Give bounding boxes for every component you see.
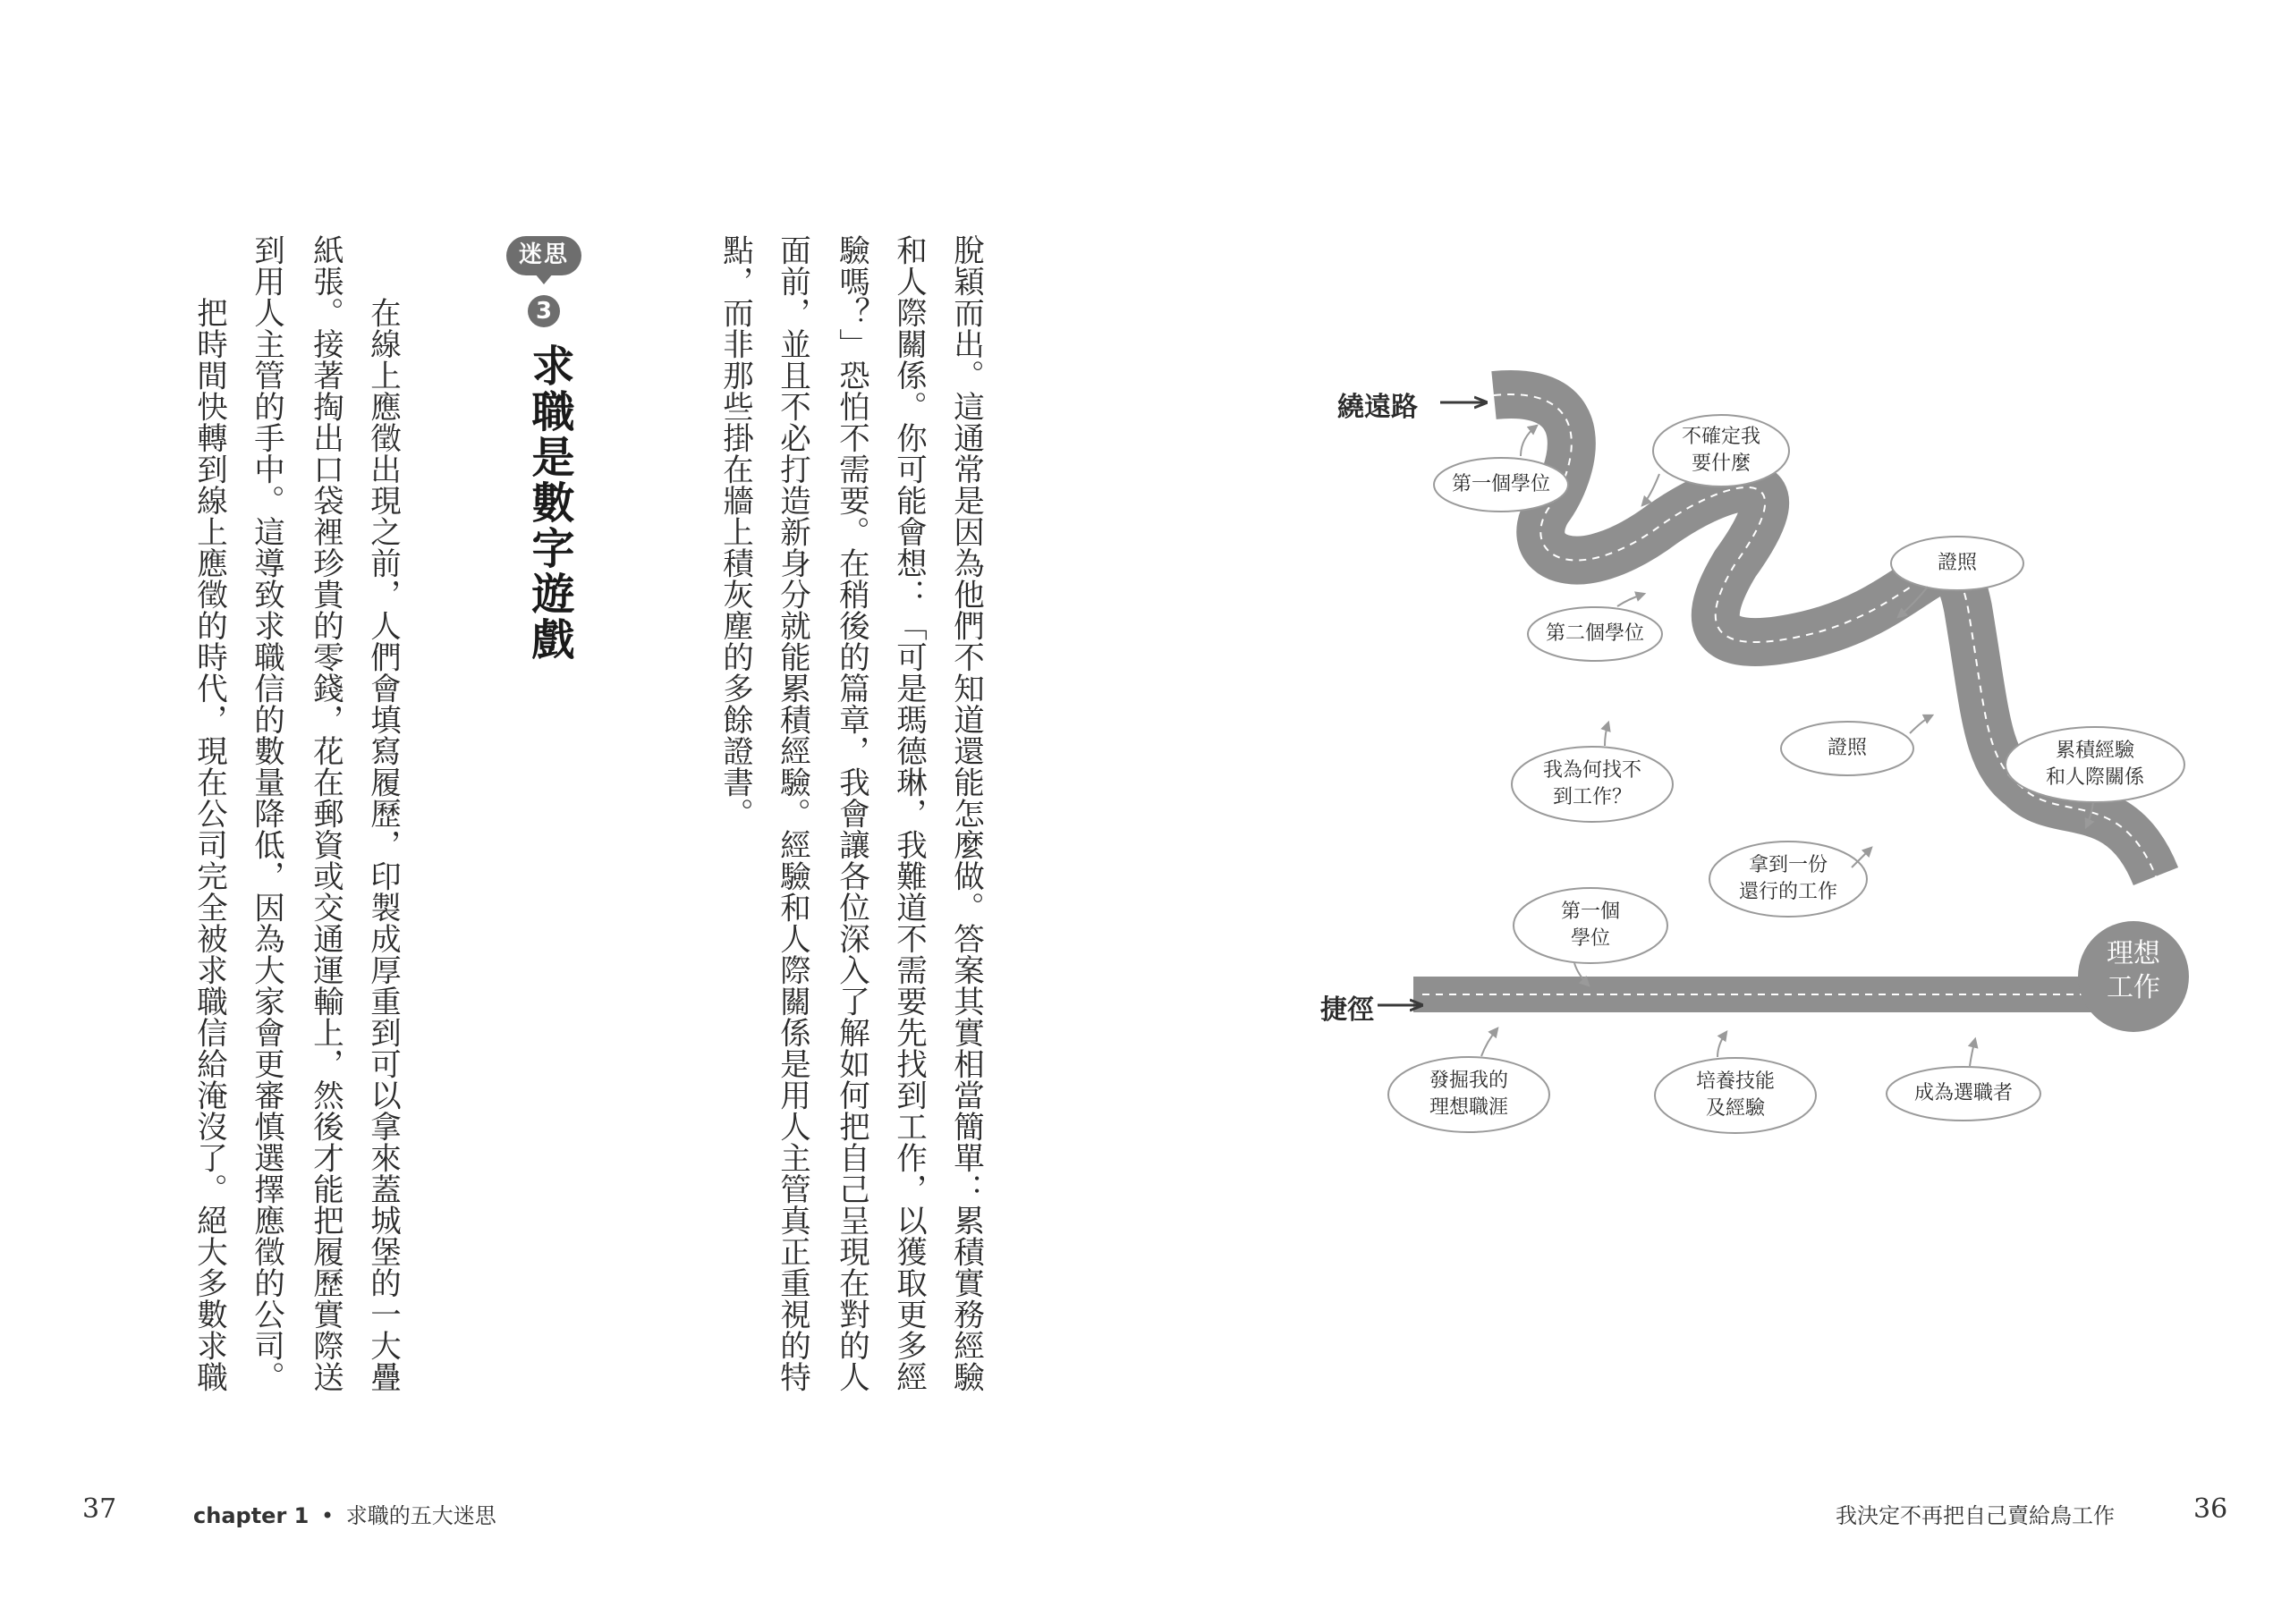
long-road-start-label: 繞遠路 bbox=[1337, 392, 1418, 423]
label-text: 及經驗 bbox=[1705, 1097, 1765, 1120]
label-text: 學位 bbox=[1570, 927, 1610, 950]
label-why-no-job bbox=[1512, 757, 1673, 811]
running-title-left: 求職的五大迷思 bbox=[345, 1503, 496, 1528]
label-choose-job bbox=[1887, 1080, 2040, 1107]
label-text: 還行的工作 bbox=[1738, 881, 1837, 903]
label-text: 第二個學位 bbox=[1545, 622, 1644, 645]
label-text: 理想職涯 bbox=[1429, 1096, 1508, 1119]
body-line-3: 到用人主管的手中。這導致求職信的數量降低，因為大家會更審慎選擇應徵的公司。 bbox=[248, 234, 284, 1392]
label-text: 不確定我 bbox=[1681, 426, 1760, 448]
body-line-2: 紙張。接著掏出口袋裡珍貴的零錢，花在郵資或交通運輸上，然後才能把履歷實際送 bbox=[307, 234, 344, 1392]
label-text: 到工作？ bbox=[1552, 786, 1632, 808]
label-experience bbox=[2006, 738, 2184, 791]
label-text: 培養技能 bbox=[1695, 1070, 1775, 1093]
label-text: 第一個 bbox=[1560, 901, 1620, 923]
label-cert-1 bbox=[1891, 550, 2023, 577]
label-text: 第一個學位 bbox=[1451, 473, 1550, 495]
right-running-head: 我決定不再把自己賣給鳥工作 bbox=[1836, 1503, 2115, 1528]
label-cert-2 bbox=[1781, 735, 1913, 762]
myth-badge: 迷思 bbox=[506, 236, 581, 275]
short-road-start-label: 捷徑 bbox=[1320, 994, 1374, 1026]
body-line-1: 在線上應徵出現之前，人們會填寫履歷，印製成厚重到可以拿來蓋城堡的一大疊 bbox=[364, 297, 401, 1392]
career-path-diagram bbox=[1306, 340, 2201, 1145]
label-text: 證照 bbox=[1827, 737, 1867, 759]
label-ok-job bbox=[1709, 852, 1867, 906]
label-text: 拿到一份 bbox=[1748, 854, 1828, 876]
left-folio: 37 bbox=[82, 1493, 117, 1525]
label-text: 和人際關係 bbox=[2045, 766, 2144, 789]
label-text: 累積經驗 bbox=[2055, 740, 2134, 762]
label-text: 要什麼 bbox=[1691, 453, 1751, 475]
label-text: 發掘我的 bbox=[1429, 1070, 1508, 1092]
label-unsure bbox=[1653, 424, 1789, 478]
label-second-degree bbox=[1528, 621, 1662, 647]
myth-number: 3 bbox=[528, 295, 560, 327]
intro-line-4: 面前，並且不必打造新身分就能累積經驗。經驗和人際關係是用人主管真正重視的特 bbox=[774, 234, 810, 1392]
label-first-degree bbox=[1434, 471, 1568, 498]
intro-line-2: 和人際關係。你可能會想：「可是瑪德琳，我難道不需要先找到工作，以獲取更多經 bbox=[890, 234, 927, 1392]
intro-line-1: 脫穎而出。這通常是因為他們不知道還能怎麼做。答案其實相當簡單：累積實務經驗 bbox=[947, 234, 984, 1392]
label-first-degree-2 bbox=[1514, 899, 1667, 952]
label-text: 成為選職者 bbox=[1913, 1082, 2013, 1104]
goal-label bbox=[2078, 937, 2189, 1005]
left-running-head bbox=[193, 1498, 496, 1529]
label-build-skills bbox=[1655, 1069, 1816, 1122]
intro-line-3: 驗嗎？」恐怕不需要。在稍後的篇章，我會讓各位深入了解如何把自己呈現在對的人 bbox=[833, 234, 869, 1392]
running-chapter: chapter 1 bbox=[193, 1503, 310, 1528]
myth-title: 求職是數字遊戲 bbox=[524, 343, 574, 663]
body-line-4: 把時間快轉到線上應徵的時代，現在公司完全被求職信給淹沒了。絕大多數求職 bbox=[191, 297, 227, 1392]
right-folio: 36 bbox=[2193, 1493, 2228, 1525]
label-discover-career bbox=[1388, 1068, 1549, 1121]
goal-label-line-2: 工作 bbox=[2107, 972, 2160, 1003]
goal-label-line-1: 理想 bbox=[2107, 938, 2160, 969]
myth-badge-tail bbox=[535, 274, 553, 284]
running-bullet: • bbox=[320, 1503, 335, 1528]
label-text: 證照 bbox=[1937, 552, 1977, 574]
label-text: 我為何找不 bbox=[1542, 759, 1641, 782]
intro-line-5: 點，而非那些掛在牆上積灰塵的多餘證書。 bbox=[717, 234, 753, 829]
